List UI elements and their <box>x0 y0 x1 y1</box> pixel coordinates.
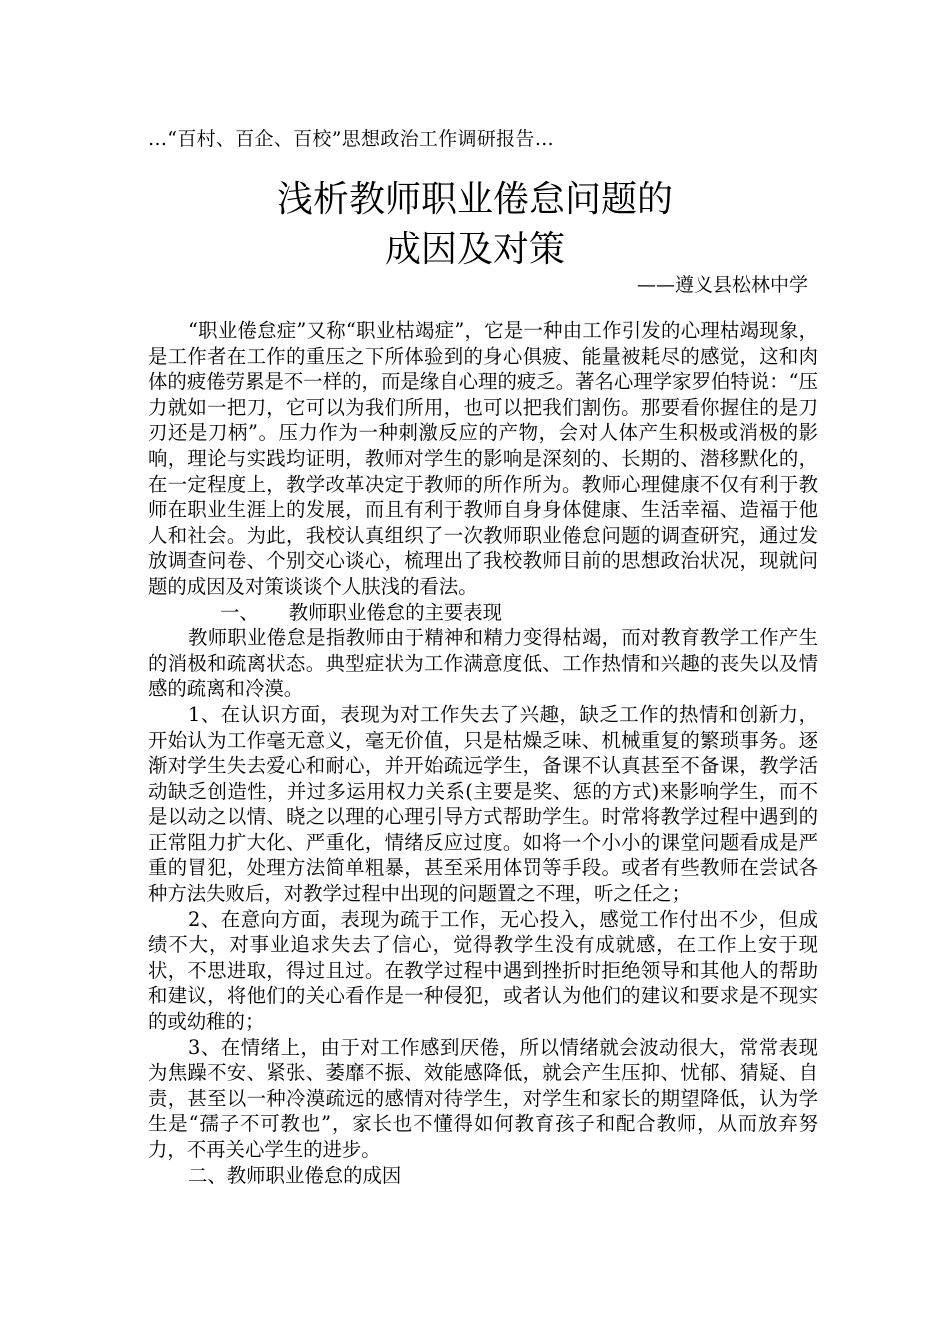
section-2-heading: 二、教师职业倦怠的成因 <box>188 1163 402 1187</box>
title-line-2: 成因及对策 <box>384 229 565 270</box>
intro-paragraph: “职业倦怠症”又称“职业枯竭症”，它是一种由工作引发的心理枯竭现象，是工作者在工作的重压之下所体验到的身心俱疲、能量被耗尽的感觉，这和肉体的疲倦劳累是不一样的，而是缘自心理的疲乏。著名心理学家罗伯特说：“压力就如一把刀，它可以为我们所用，也可以把我们割伤。那要看你握住的是刀刃还是刀柄”。压力作为一种刺激反应的产物，会对人体产生积极或消极的影响，理论与实践均证明，教师对学生的影响是深刻的、长期的、潜移默化的，在一定程度上，教学改革决定于教师的所作所为。教师心理健康不仅有利于教师在职业生涯上的发展，而且有利于教师自身身体健康、生活幸福、造福于他人和社会。为此，我校认真组织了一次教师职业倦怠问题的调查研究，通过发放调查问卷、个别交心谈心，梳理出了我校教师目前的思想政治状况，现就问题的成因及对策谈谈个人肤浅的看法。 <box>148 319 818 598</box>
section-1-heading <box>148 600 818 626</box>
item-2-paragraph: 2、在意向方面，表现为疏于工作，无心投入，感觉工作付出不少，但成绩不大，对事业追求失去了信心，觉得教学生没有成就感，在工作上安于现状，不思进取，得过且过。在教学过程中遇到挫折时拒绝领导和其他人的帮助和建议，将他们的关心看作是一种侵犯，或者认为他们的建议和要求是不现实的或幼稚的； <box>148 907 818 1034</box>
author-line: ——遵义县松林中学 <box>636 274 808 296</box>
section-1-number: 一、 <box>220 600 259 624</box>
item-3-paragraph: 3、在情绪上，由于对工作感到厌倦，所以情绪就会波动很大，常常表现为焦躁不安、紧张、萎靡不振、效能感降低，就会产生压抑、忧郁、猜疑、自责，甚至以一种冷漠疏远的感情对待学生，对学生和家长的期望降低，认为学生是“孺子不可教也”，家长也不懂得如何教育孩子和配合教师，从而放弃努力，不再关心学生的进步。 <box>148 1035 818 1161</box>
series-header: …“百村、百企、百校”思想政治工作调研报告… <box>148 128 555 150</box>
section-1-intro-paragraph: 教师职业倦怠是指教师由于精神和精力变得枯竭，而对教育教学工作产生的消极和疏离状态。典型症状为工作满意度低、工作热情和兴趣的丧失以及情感的疏离和冷漠。 <box>148 626 818 701</box>
item-1-paragraph: 1、在认识方面，表现为对工作失去了兴趣，缺乏工作的热情和创新力，开始认为工作毫无意义，毫无价值，只是枯燥乏味、机械重复的繁琐事务。逐渐对学生失去爱心和耐心，并开始疏远学生，备课不认真甚至不备课，教学活动缺乏创造性，并过多运用权力关系(主要是奖、惩的方式)来影响学生，而不是以动之以情、晓之以理的心理引导方式帮助学生。时常将教学过程中遇到的正常阻力扩大化、严重化，情绪反应过度。如将一个小小的课堂问题看成是严重的冒犯，处理方法简单粗暴，甚至采用体罚等手段。或者有些教师在尝试各种方法失败后，对教学过程中出现的问题置之不理，听之任之； <box>148 702 818 906</box>
title-line-1: 浅析教师职业倦怠问题的 <box>276 179 673 220</box>
section-1-title: 教师职业倦怠的主要表现 <box>288 600 503 624</box>
document-body <box>148 318 818 1188</box>
